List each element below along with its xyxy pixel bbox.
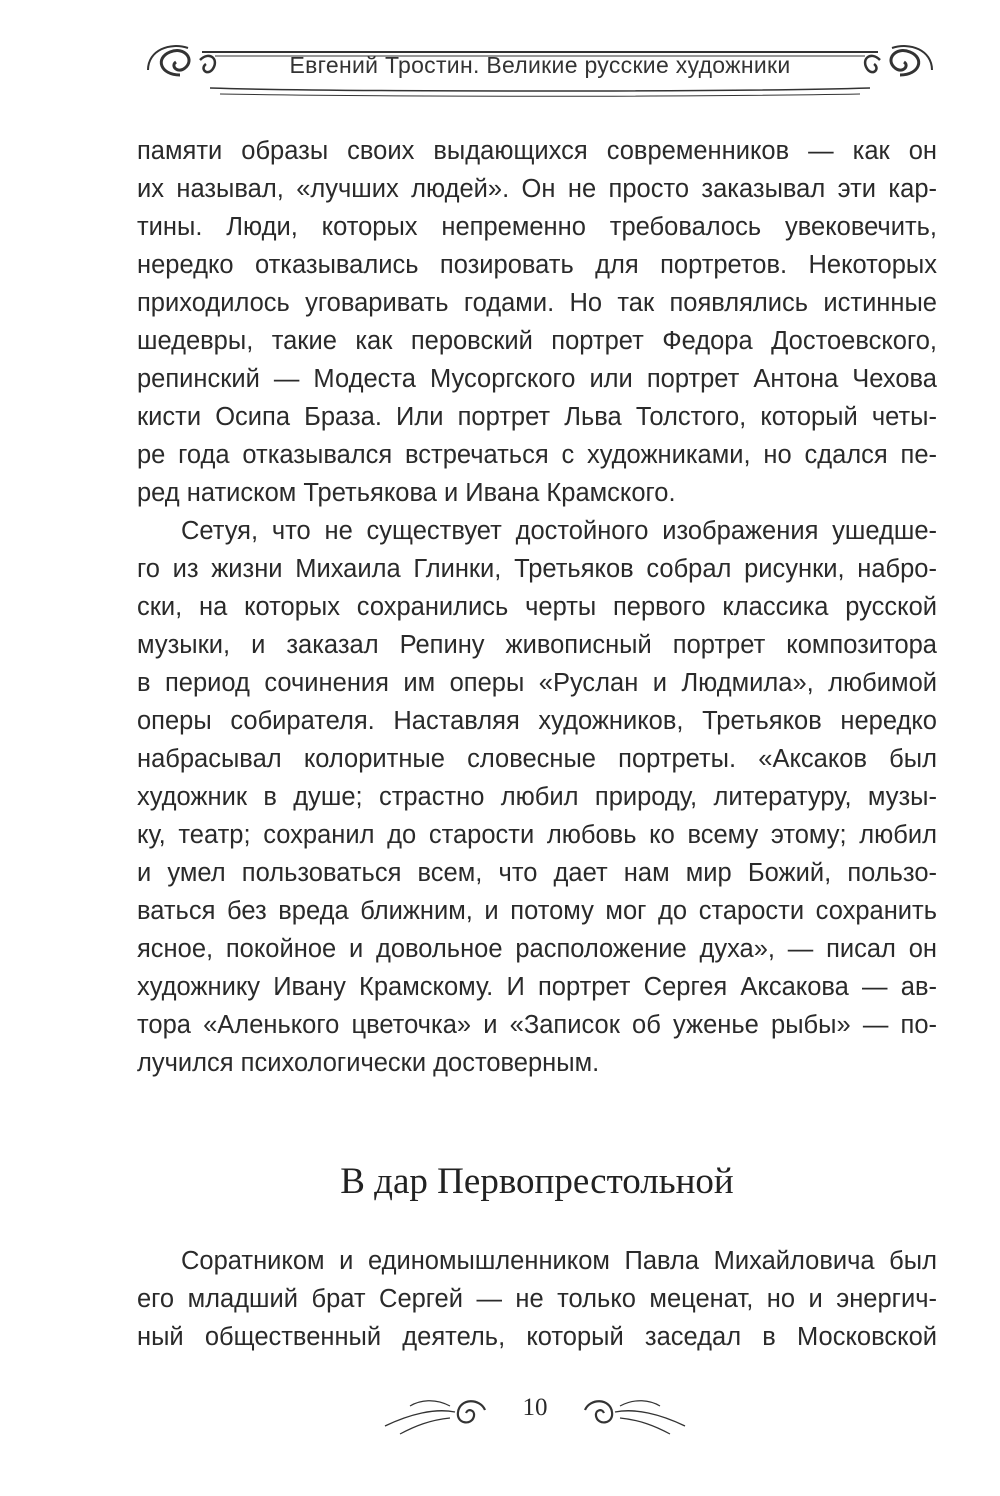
text-line: Соратником и единомышленником Павла Михайловича был bbox=[181, 1247, 937, 1275]
text-line: в период сочинения им оперы «Руслан и Людмила», любимой bbox=[137, 669, 937, 697]
text-line: го из жизни Михаила Глинки, Третьяков собрал рисунки, набро- bbox=[137, 555, 937, 583]
text-line: их называл, «лучших людей». Он не просто заказывал эти кар- bbox=[137, 175, 937, 203]
section-heading: В дар Первопрестольной bbox=[340, 1161, 734, 1202]
text-line: ваться без вреда ближним, и потому мог до старости сохранить bbox=[137, 897, 937, 925]
text-line: музыки, и заказал Репину живописный портрет композитора bbox=[137, 631, 937, 659]
page-number: 10 bbox=[522, 1394, 548, 1421]
text-line: ный общественный деятель, который заседал в Московской bbox=[137, 1323, 937, 1351]
text-line: тора «Аленького цветочка» и «Записок об уженье рыбы» — по- bbox=[137, 1011, 937, 1039]
text-line: ред натиском Третьякова и Ивана Крамского. bbox=[137, 479, 676, 507]
text-line: ски, на которых сохранились черты первого классика русской bbox=[137, 593, 937, 621]
text-line: нередко отказывались позировать для портретов. Некоторых bbox=[137, 251, 937, 279]
paragraph-3 bbox=[137, 1242, 937, 1356]
text-line: Сетуя, что не существует достойного изображения ушедше- bbox=[181, 517, 937, 545]
text-line: и умел пользоваться всем, что дает нам мир Божий, пользо- bbox=[137, 859, 937, 887]
running-header bbox=[140, 30, 940, 110]
text-line: набрасывал колоритные словесные портреты. «Аксаков был bbox=[137, 745, 937, 773]
text-line: кисти Осипа Браза. Или портрет Льва Толстого, который четы- bbox=[137, 403, 937, 431]
text-line: репинский — Модеста Мусоргского или портрет Антона Чехова bbox=[137, 365, 937, 393]
paragraph-1 bbox=[137, 132, 937, 512]
text-line: художнику Ивану Крамскому. И портрет Сергея Аксакова — ав- bbox=[137, 973, 937, 1001]
text-line: художник в душе; страстно любил природу, литературу, музы- bbox=[137, 783, 937, 811]
paragraph-2 bbox=[137, 512, 937, 1082]
page-footer bbox=[380, 1380, 690, 1450]
text-line: лучился психологически достоверным. bbox=[137, 1049, 600, 1077]
text-line: ясное, покойное и довольное расположение духа», — писал он bbox=[137, 935, 937, 963]
text-line: ре года отказывался встречаться с художниками, но сдался пе- bbox=[137, 441, 937, 469]
text-line: ку, театр; сохранил до старости любовь ко всему этому; любил bbox=[137, 821, 937, 849]
running-title: Евгений Тростин. Великие русские художники bbox=[289, 52, 791, 78]
text-line: приходилось уговаривать годами. Но так появлялись истинные bbox=[137, 289, 937, 317]
text-line: оперы собирателя. Наставляя художников, Третьяков нередко bbox=[137, 707, 937, 735]
text-line: памяти образы своих выдающихся современников — как он bbox=[137, 137, 937, 165]
text-line: его младший брат Сергей — не только меценат, но и энергич- bbox=[137, 1285, 937, 1313]
text-line: тины. Люди, которых непременно требовалось увековечить, bbox=[137, 213, 937, 241]
text-line: шедевры, такие как перовский портрет Федора Достоевского, bbox=[137, 327, 937, 355]
